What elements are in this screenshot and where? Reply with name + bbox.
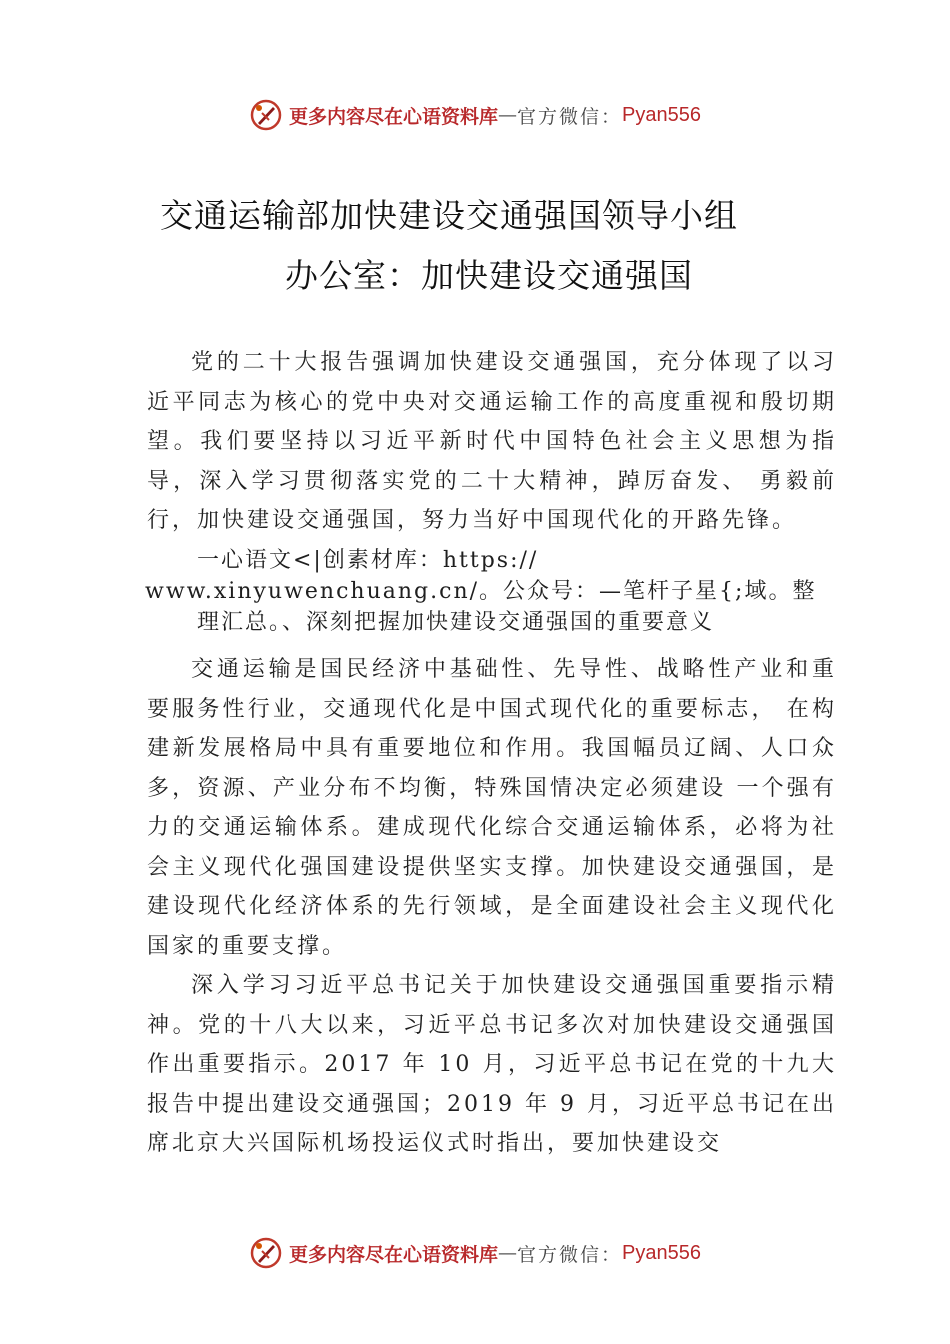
note-line-1: 一心语文<|创素材库：https://: [197, 548, 539, 573]
note-line-3: 理汇总。、深刻把握加快建设交通强国的重要意义: [197, 610, 715, 635]
wechat-label: 官方微信：: [517, 105, 623, 128]
page-title-line-1: 交通运输部加快建设交通强国领导小组: [160, 196, 738, 235]
paragraph-text: 深入学习习近平总书记关于加快建设交通强国重要指示精神。党的十八大以来，习近平总书记多次对加快建设交通强国作出重要指示。2017 年 10 月，习近平总书记在党的十九大报告中提出建设交通强国；2019 年 9 月，习近平总书记在出席北京大兴国际机场投运仪式时指出，要加快建设交: [147, 973, 837, 1156]
page-title-line-2: 办公室：加快建设交通强国: [285, 256, 693, 295]
source-note: [145, 545, 837, 638]
note-line-2: www.xinyuwenchuang.cn/。公众号：—笔杆子星{;域。整: [145, 579, 817, 604]
brand-text: 更多内容尽在心语资料库: [289, 105, 499, 128]
paragraph-text: 交通运输是国民经济中基础性、先导性、战略性产业和重要服务性行业，交通现代化是中国式现代化的重要标志， 在构建新发展格局中具有重要地位和作用。我国幅员辽阔、人口众多，资源、产业分布不均衡，特殊国情决定必须建设 一个强有力的交通运输体系。建成现代化综合交通运输体系，必将为社会主义现代化强国建设提供坚实支撑。加快建设交通强国，是建设现代化经济体系的先行领域，是全面建设社会主义现代化国家的重要支撑。: [147, 657, 837, 959]
separator-dash: —: [498, 1242, 518, 1264]
body-paragraph-3: [147, 966, 837, 1164]
header-banner: [0, 93, 950, 137]
body-paragraph-1: [147, 343, 837, 541]
pen-nib-logo-icon: [249, 1236, 283, 1270]
pen-nib-logo-icon: [249, 98, 283, 132]
paragraph-text: 党的二十大报告强调加快建设交通强国，充分体现了以习近平同志为核心的党中央对交通运输工作的高度重视和殷切期望。我们要坚持以习近平新时代中国特色社会主义思想为指导，深入学习贯彻落实党的二十大精神，踔厉奋发、 勇毅前行，加快建设交通强国，努力当好中国现代化的开路先锋。: [147, 350, 837, 533]
separator-dash: —: [498, 104, 518, 126]
body-paragraph-2: [147, 650, 837, 966]
wechat-label: 官方微信：: [517, 1243, 623, 1266]
brand-text: 更多内容尽在心语资料库: [289, 1243, 499, 1266]
wechat-id: Pyan556: [622, 1241, 701, 1264]
footer-banner: [0, 1231, 950, 1275]
wechat-id: Pyan556: [622, 103, 701, 126]
